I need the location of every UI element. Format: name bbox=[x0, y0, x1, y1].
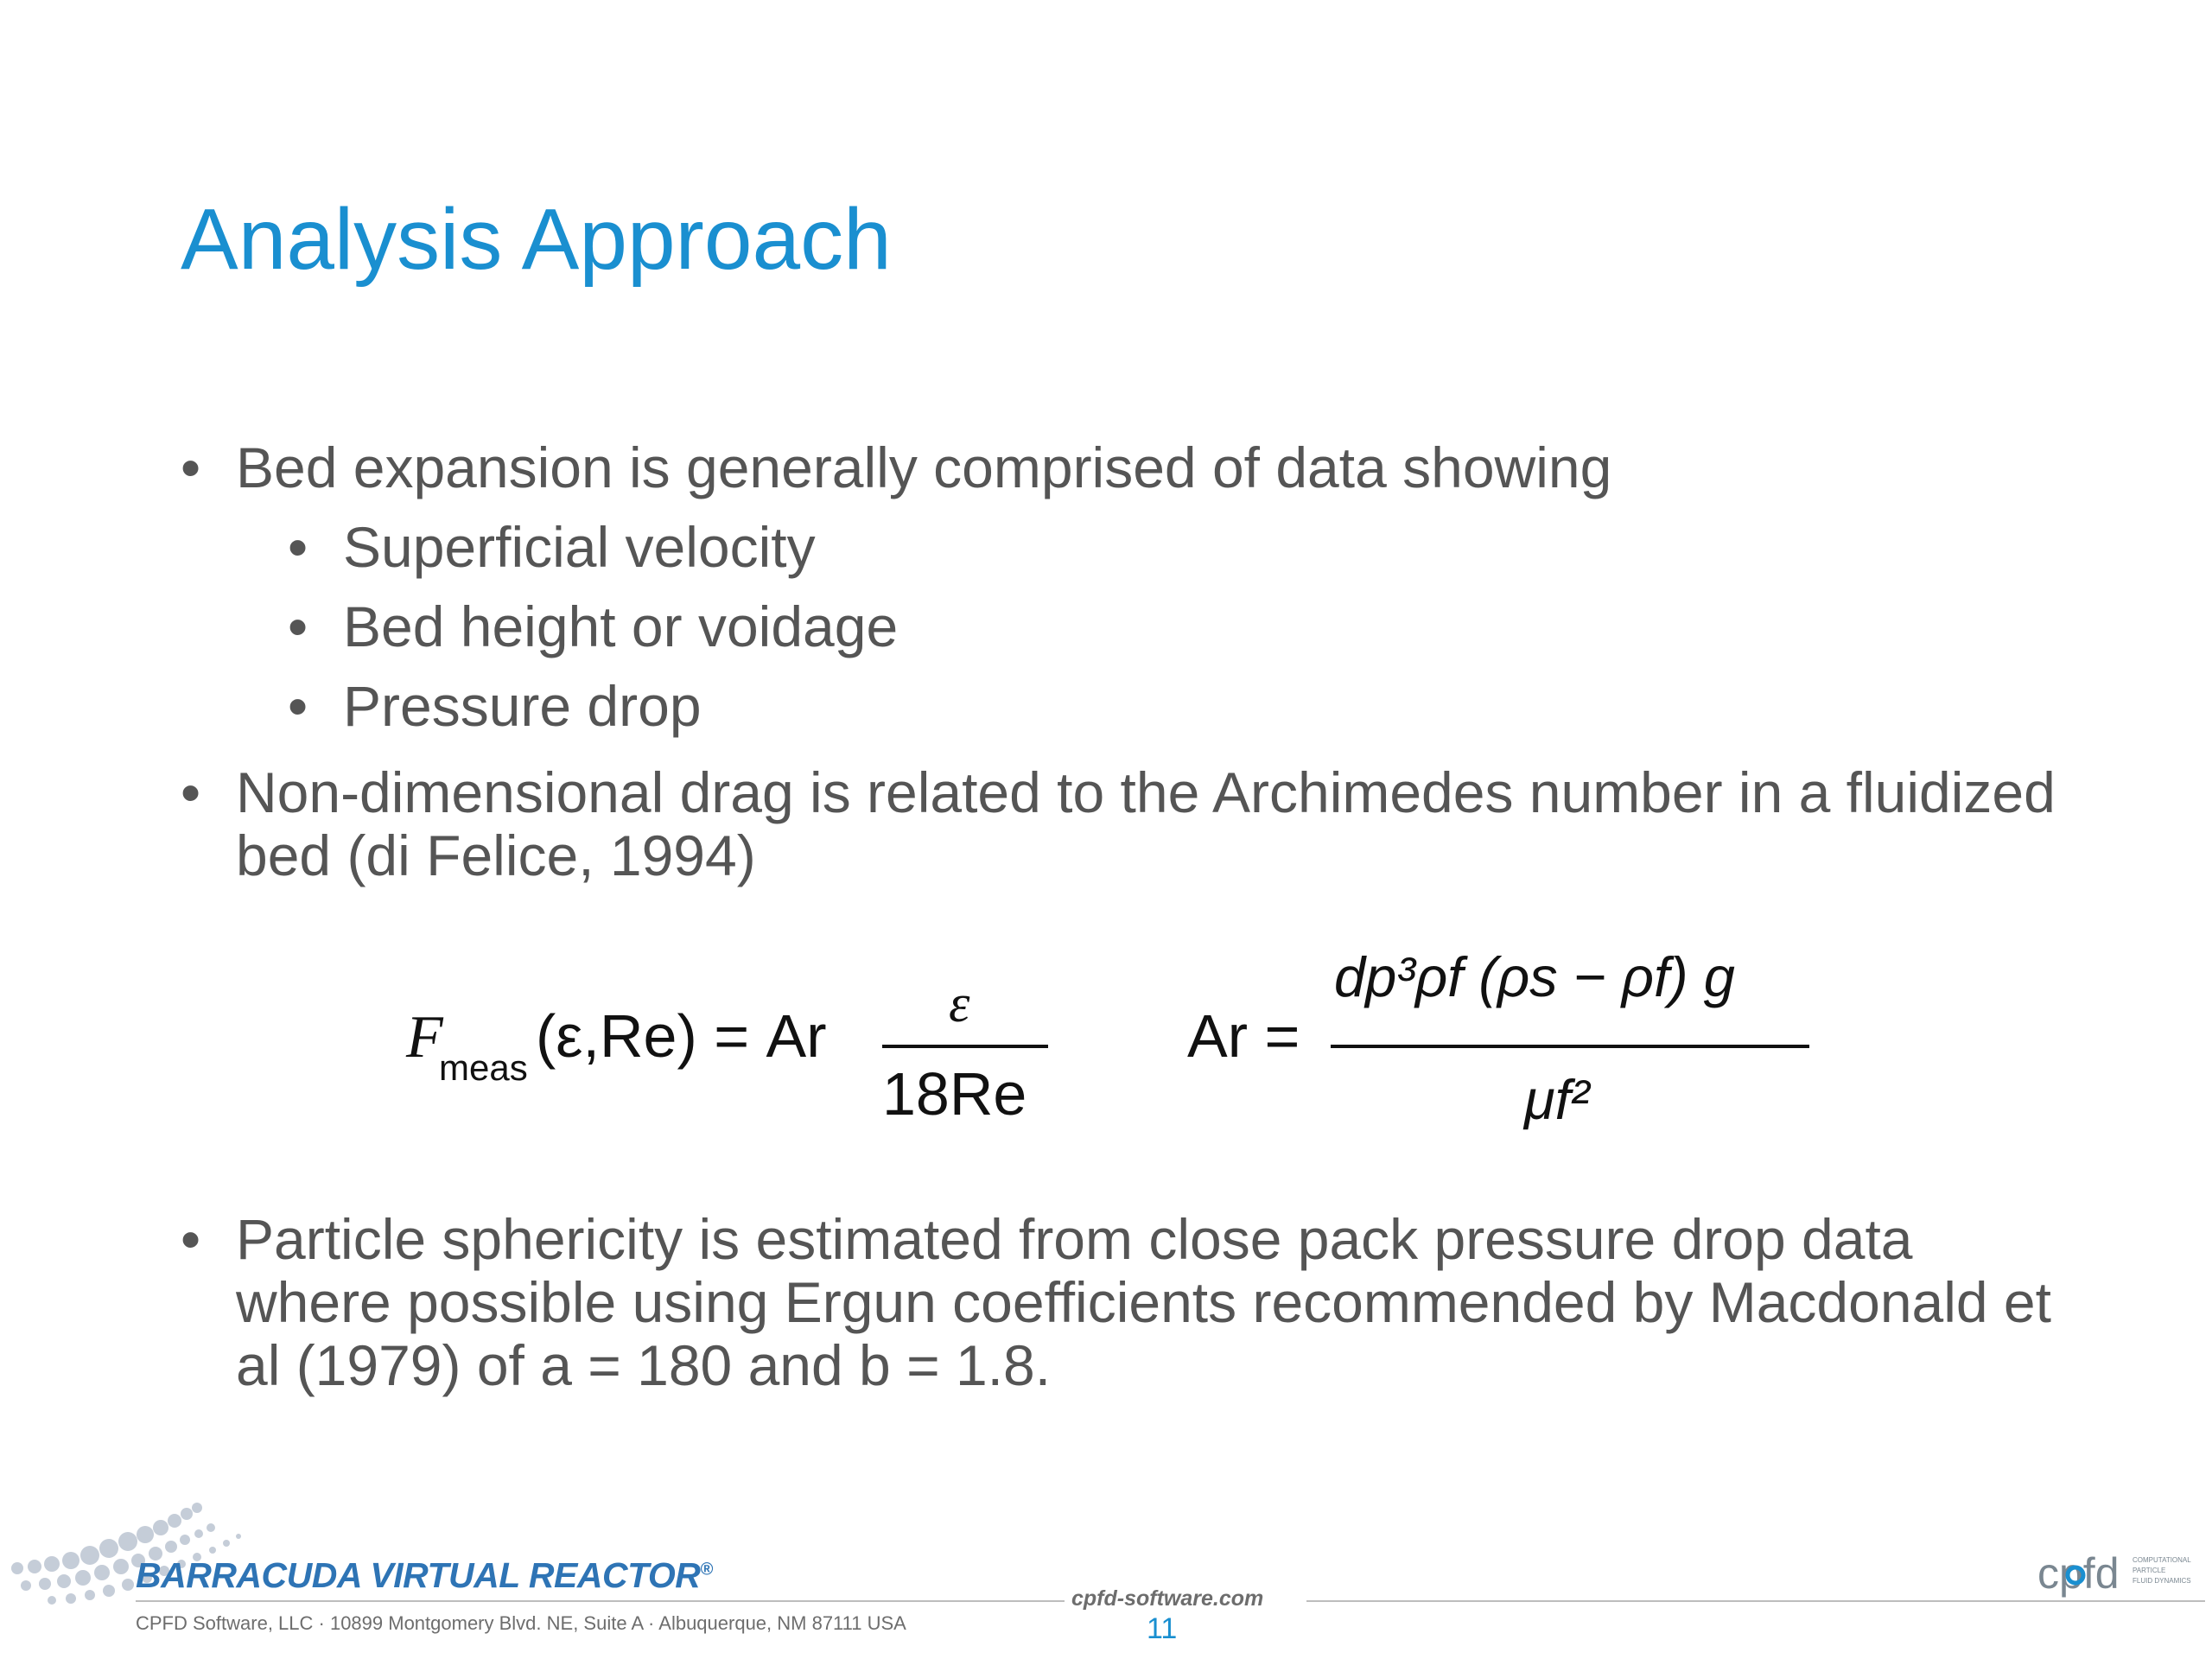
company-address: CPFD Software, LLC · 10899 Montgomery Blvd. NE, Suite A · Albuquerque, NM 87111 USA bbox=[136, 1612, 906, 1634]
sub-bullet-text: Pressure drop bbox=[343, 674, 702, 738]
bullet-item bbox=[181, 436, 2082, 499]
bullet-item bbox=[181, 761, 2082, 887]
slide-title: Analysis Approach bbox=[181, 191, 892, 288]
cpfd-logo bbox=[2037, 1547, 2210, 1603]
bullet-item bbox=[181, 1208, 2082, 1397]
eq2-numerator: dp³ρf (ρs − ρf) g bbox=[1334, 945, 1735, 1008]
sub-bullet-text: Superficial velocity bbox=[343, 515, 816, 579]
eq1-denominator: 18Re bbox=[882, 1060, 1027, 1128]
eq1-numerator: ε bbox=[949, 975, 970, 1033]
brand-name bbox=[136, 1555, 713, 1596]
brand-text: BARRACUDA VIRTUAL REACTOR bbox=[136, 1555, 701, 1595]
eq2-lhs: Ar = bbox=[1187, 1002, 1300, 1070]
eq1-lhs-args: (ε,Re) = Ar bbox=[536, 1002, 827, 1070]
website-link[interactable]: cpfd-software.com bbox=[1071, 1586, 1264, 1611]
bullet-list-bottom bbox=[181, 1208, 2082, 1397]
sub-bullet-item bbox=[181, 516, 2082, 579]
sub-bullet-item bbox=[181, 595, 2082, 658]
footer-divider-left bbox=[136, 1600, 1065, 1602]
cpfd-tagline-3: FLUID DYNAMICS bbox=[2133, 1577, 2191, 1585]
equation-fmeas bbox=[404, 968, 1061, 1141]
cpfd-tagline-1: COMPUTATIONAL bbox=[2133, 1556, 2191, 1564]
bullet-text: Non-dimensional drag is related to the Archimedes number in a fluidized bed (di Felice, 1994) bbox=[236, 760, 2056, 887]
page-number: 11 bbox=[1147, 1612, 1178, 1645]
sub-bullet-item bbox=[181, 675, 2082, 738]
equation-archimedes bbox=[1185, 946, 1816, 1145]
bullet-text: Particle sphericity is estimated from close pack pressure drop data where possible using Ergun coefficients recommended by Macdonald et al (1979) of a = 180 and b = 1.8. bbox=[236, 1207, 2051, 1397]
sub-bullet-text: Bed height or voidage bbox=[343, 594, 899, 658]
bullet-text: Bed expansion is generally comprised of data showing bbox=[236, 435, 1612, 499]
eq2-denominator: μf² bbox=[1524, 1068, 1590, 1131]
equation-fmeas-graphic bbox=[404, 968, 1061, 1141]
eq1-lhs-subscript: meas bbox=[439, 1047, 528, 1088]
bullet-list bbox=[181, 436, 2082, 887]
eq1-lhs-symbol: F bbox=[406, 1004, 443, 1071]
equation-archimedes-graphic bbox=[1185, 946, 1816, 1145]
cpfd-logo-text: cpfd bbox=[2037, 1549, 2120, 1598]
cpfd-tagline-2: PARTICLE bbox=[2133, 1567, 2166, 1574]
registered-mark: ® bbox=[700, 1560, 713, 1580]
